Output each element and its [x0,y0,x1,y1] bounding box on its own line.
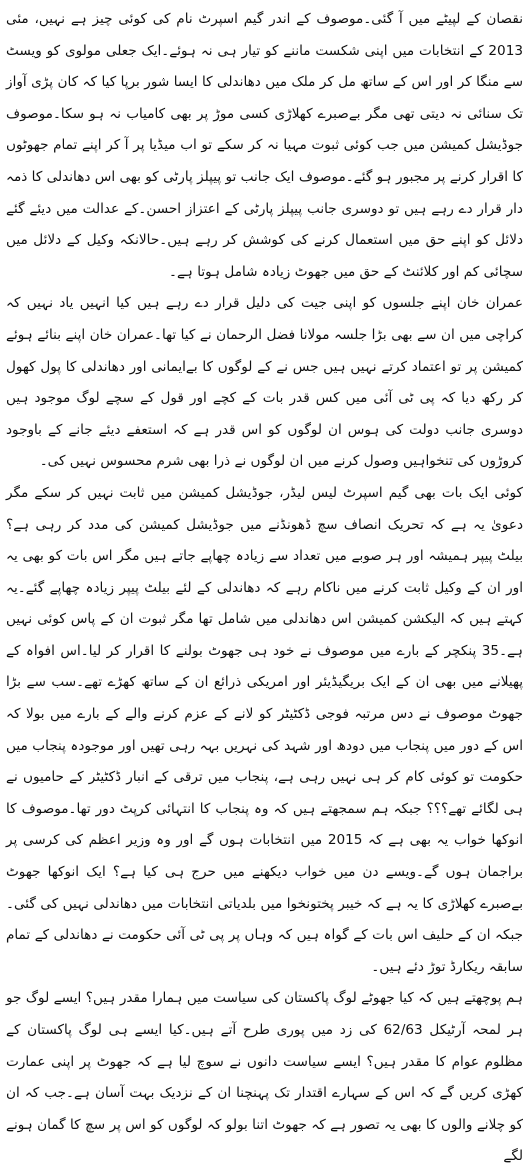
article-paragraph-2: عمران خان اپنے جلسوں کو اپنی جیت کی دلیل قرار دے رہے ہیں کیا انہیں یاد نہیں کہ کراچی میں ان سے بھی بڑا جلسہ مولانا فضل الرحمان نے کیا تھا۔عمران خان اپنے بنائے ہوئے کمیشن پر تو اعتماد کرتے نہیں ہیں جس نے کے لوگوں کا بےایمانی اور دھاندلی کا پول کھول کر رکھ دیا کہ پی ٹی آئی میں کس قدر بات کے کچے اور قول کے سچے لوگ موجود ہیں دوسری جانب دولت کی ہوس ان لوگوں کو اس قدر ہے کہ استعفے دیئے جانے کے باوجود کروڑوں کی تنخواہیں وصول کرنے میں ان لوگوں نے ذرا بھی شرم محسوس نہیں کی۔ [6,295,523,470]
article-paragraph-4: ہم پوچھتے ہیں کہ کیا جھوٹے لوگ پاکستان کی سیاست میں ہمارا مقدر ہیں؟ ایسے لوگ جو ہر لمحہ آرٹیکل 62/63 کی زد میں پوری طرح آتے ہیں۔کیا ایسے ہی لوگ پاکستان کے مظلوم عوام کا مقدر ہیں؟ ایسے سیاست دانوں نے سوچ لیا ہے کہ جھوٹ پر اپنی عمارت کھڑی کریں گے کہ اس کے سہارے اقتدار تک پہنچنا ان کے نزدیک بہت آسان ہے۔جب کہ ان کو چلانے والوں کا بھی یہ تصور ہے کہ جھوٹ اتنا بولو کہ لوگوں کو اس پر سچ کا گمان ہونے لگے [6,990,523,1165]
article-paragraph-3: کوئی ایک بات بھی گیم اسپرٹ لیس لیڈر، جوڈیشل کمیشن میں ثابت نہیں کر سکے مگر دعویٰ یہ ہے کہ تحریک انصاف سچ ڈھونڈنے میں جوڈیشل کمیشن کی مدد کر رہی ہے؟ بیلٹ پیپر ہمیشہ اور ہر صوبے میں تعداد سے زیادہ چھاپے جاتے ہیں مگر اس بات کو بھی یہ اور ان کے وکیل ثابت کرنے میں ناکام رہے کہ دھاندلی کے لئے بیلٹ پیپر زیادہ چھاپے گئے۔یہ کہتے ہیں کہ الیکشن کمیشن اس دھاندلی میں شامل تھا مگر ثبوت ان کے پاس کوئی نہیں ہے۔35 پنکچر کے بارے میں موصوف نے خود ہی جھوٹ بولنے کا اقرار کر لیا۔اس افواہ کے پھیلانے میں بھی ان کے ایک بریگیڈیئر اور امریکی ذرائع ان کے ساتھ کھڑے تھے۔سب سے بڑا جھوٹ موصوف نے دس مرتبہ فوجی ڈکٹیٹر کو لانے کے عزم کرنے والے کے بارے میں بولا کہ اس کے دور میں پنجاب میں دودھ اور شہد کی نہریں بہہ رہی تھیں اور موجودہ پنجاب میں حکومت تو کوئی کام کر ہی نہیں رہی ہے، پنجاب میں ترقی کے انبار ڈکٹیٹر کے حامیوں نے ہی لگائے تھے؟؟؟ جبکہ ہم سمجھتے ہیں کہ وہ پنجاب کا انتہائی کرپٹ دور تھا۔موصوف کا انوکھا خواب یہ بھی ہے کہ 2015 میں انتخابات ہوں گے اور وہ وزیر اعظم کی کرسی پر براجمان ہوں گے۔ویسے دن میں خواب دیکھنے میں حرج ہی کیا ہے؟ ایک انوکھا جھوٹ بےصبرے کھلاڑی کا یہ ہے کہ خیبر پختونخوا میں بلدیاتی انتخابات میں دھاندلی نہیں کی گئی۔جبکہ ان کے حلیف اس بات کے گواہ ہیں کہ وہاں پر پی ٹی آئی حکومت نے دھاندلی کے تمام سابقہ ریکارڈ توڑ دئے ہیں۔ [6,484,524,975]
article-paragraph-1: نقصان کے لپیٹے میں آ گئی۔موصوف کے اندر گیم اسپرٹ نام کی کوئی چیز ہے نہیں، مئی 2013 کے انتخابات میں اپنی شکست ماننے کو تیار ہی نہ ہوئے۔ایک جعلی مولوی کو ویسٹ سے منگا کر اور اس کے ساتھ مل کر ملک میں دھاندلی کا ایسا شور برپا کیا کہ کان پڑی آواز تک سنائی نہ دیتی تھی مگر بےصبرے کھلاڑی کسی موڑ پر بھی کامیاب نہ ہو سکا۔موصوف جوڈیشل کمیشن میں جب کوئی ثبوت مہیا نہ کر سکے تو اب میڈیا پر آ کر اپنے تمام جھوٹوں کا اقرار کرنے پر مجبور ہو گئے۔موصوف ایک جانب تو پیپلز پارٹی کو بھی اس دھاندلی کا ذمہ دار قرار دے رہے ہیں تو دوسری جانب پیپلز پارٹی کے اعتزاز احسن۔کے عدالت میں دیئے گئے دلائل کو اپنے حق میں استعمال کرنے کی کوشش کر رہے ہیں۔حالانکہ وکیل کے دلائل میں سچائی کم اور کلائنٹ کے حق میں جھوٹ زیادہ شامل ہوتا ہے۔ [6,11,523,280]
